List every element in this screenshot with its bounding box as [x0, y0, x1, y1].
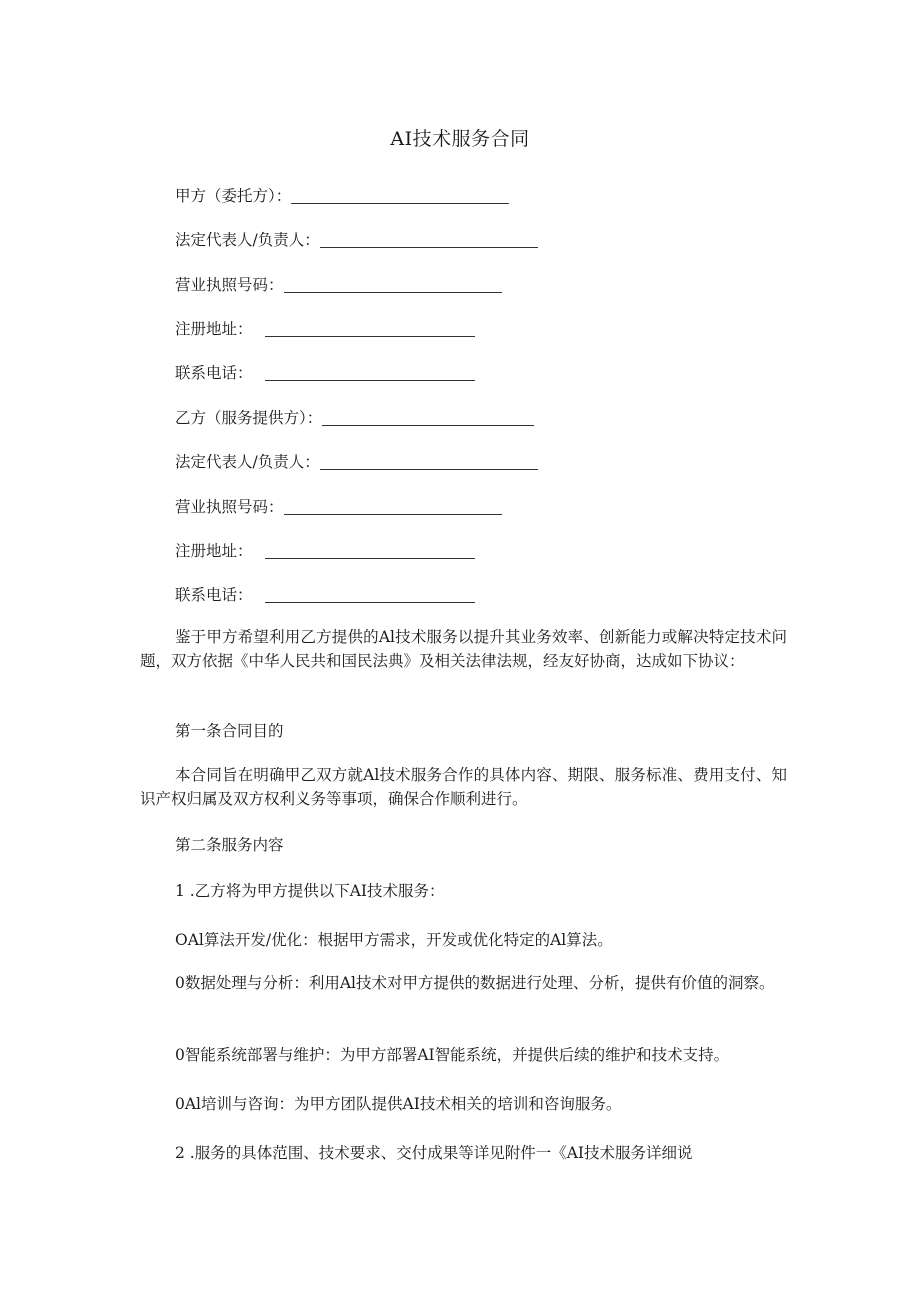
- party-b-address-blank[interactable]: [265, 542, 475, 559]
- article-2-item-2: 2 .服务的具体范围、技术要求、交付成果等详见附件一《AI技术服务详细说: [175, 1144, 693, 1162]
- party-b-license-blank[interactable]: [284, 498, 502, 515]
- party-b-blank[interactable]: [322, 409, 534, 426]
- document-title: AI技术服务合同: [390, 128, 530, 150]
- party-a-rep-label: 法定代表人/负责人：: [175, 231, 320, 249]
- article-2-heading: 第二条服务内容: [175, 836, 284, 854]
- party-a-license-field: [175, 274, 502, 296]
- party-b-license-field: [175, 496, 502, 518]
- article-1-body: 本合同旨在明确甲乙双方就Al技术服务合作的具体内容、期限、服务标准、费用支付、知识产权归属及双方权利义务等事项，确保合作顺利进行。: [140, 766, 787, 808]
- party-a-address-label: 注册地址：: [175, 320, 253, 338]
- article-1-heading: 第一条合同目的: [175, 722, 284, 740]
- party-a-blank[interactable]: [291, 187, 509, 204]
- party-a-license-blank[interactable]: [284, 276, 502, 293]
- party-b-phone-label: 联系电话：: [175, 586, 253, 604]
- party-a-address-field: [175, 318, 475, 340]
- party-b-phone-blank[interactable]: [265, 586, 475, 603]
- party-b-address-field: [175, 540, 475, 562]
- party-b-rep-blank[interactable]: [320, 453, 538, 470]
- party-b-field: [175, 407, 534, 429]
- party-a-address-blank[interactable]: [265, 320, 475, 337]
- party-b-label: 乙方（服务提供方）：: [175, 409, 323, 427]
- party-a-label: 甲方（委托方）：: [175, 187, 292, 205]
- party-b-license-label: 营业执照号码：: [175, 498, 284, 516]
- preamble-paragraph: 鉴于甲方希望利用乙方提供的Al技术服务以提升其业务效率、创新能力或解决特定技术问题，双方依据《中华人民共和国民法典》及相关法律法规，经友好协商，达成如下协议：: [140, 628, 787, 670]
- party-a-rep-field: [175, 229, 538, 251]
- party-b-rep-field: [175, 451, 538, 473]
- party-b-rep-label: 法定代表人/负责人：: [175, 453, 320, 471]
- article-2-bullet-1: OAl算法开发/优化：根据甲方需求，开发或优化特定的Al算法。: [175, 931, 613, 949]
- party-a-phone-blank[interactable]: [265, 364, 475, 381]
- party-a-phone-field: [175, 362, 475, 384]
- party-a-rep-blank[interactable]: [320, 231, 538, 248]
- party-a-phone-label: 联系电话：: [175, 364, 253, 382]
- article-2-item-1: 1 .乙方将为甲方提供以下AI技术服务：: [175, 882, 445, 900]
- article-2-bullet-2: 0数据处理与分析：利用Al技术对甲方提供的数据进行处理、分析，提供有价值的洞察。: [175, 974, 775, 992]
- article-2-bullet-4: 0Al培训与咨询：为甲方团队提供AI技术相关的培训和咨询服务。: [175, 1095, 622, 1113]
- party-b-phone-field: [175, 584, 475, 606]
- article-2-bullet-3: 0智能系统部署与维护：为甲方部署AI智能系统，并提供后续的维护和技术支持。: [175, 1046, 730, 1064]
- party-a-field: [175, 185, 509, 207]
- party-b-address-label: 注册地址：: [175, 542, 253, 560]
- party-a-license-label: 营业执照号码：: [175, 276, 284, 294]
